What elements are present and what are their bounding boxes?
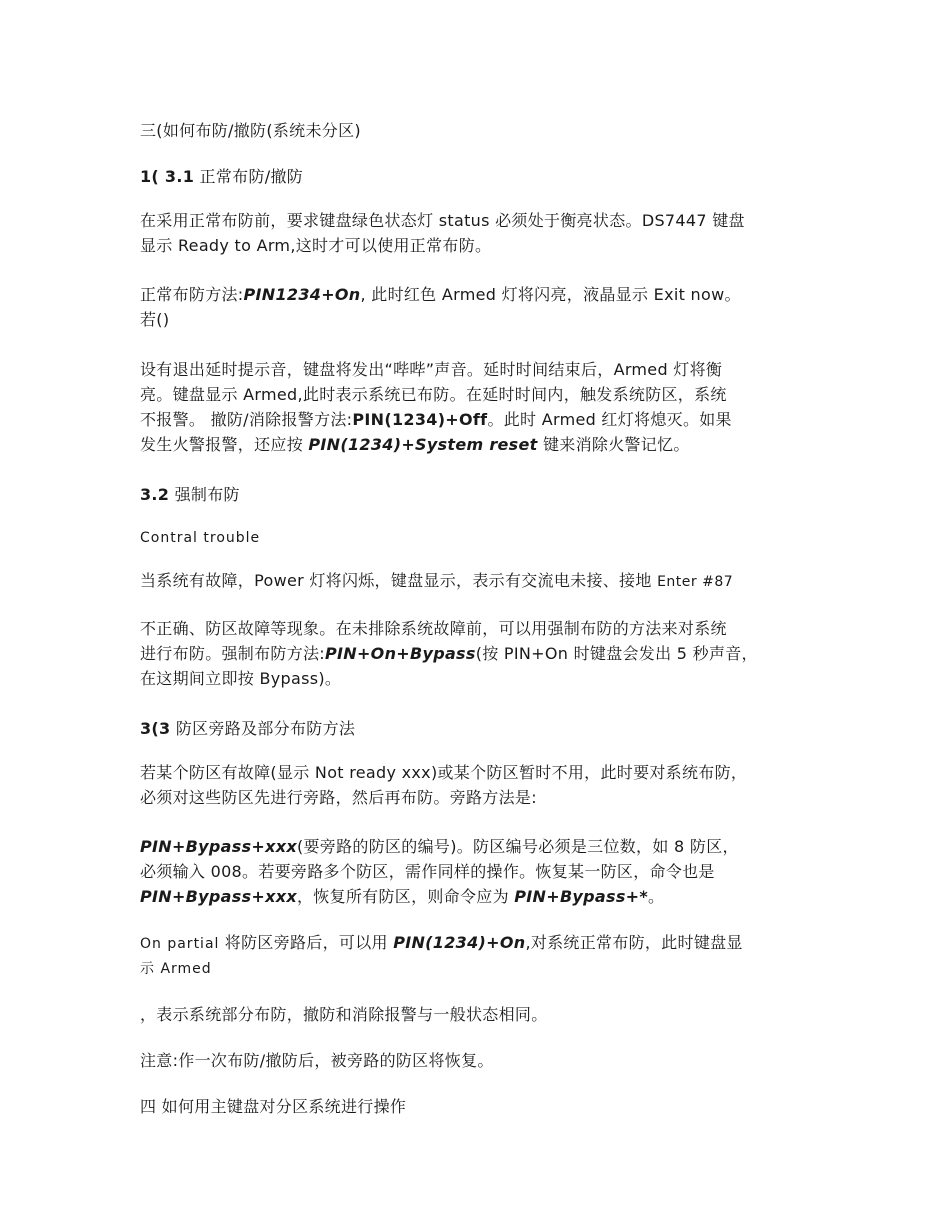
paragraph-line: 显示 Ready to Arm,这时才可以使用正常布防。 [140, 236, 492, 255]
paragraph-line: 若某个防区有故障(显示 Not ready xxx)或某个防区暂时不用，此时要对系统布防， [140, 763, 748, 782]
paragraph-line: 在采用正常布防前，要求键盘绿色状态灯 status 必须处于衡亮状态。DS7447 键盘 [140, 211, 745, 230]
paragraph-line [140, 641, 758, 666]
paragraph-partial-arm-note: ，表示系统部分布防，撤防和消除报警与一般状态相同。 [140, 1005, 548, 1024]
paragraph-line: 示 Armed [140, 961, 212, 977]
description-text: 将防区旁路后，可以用 [219, 933, 394, 952]
description-text: 发生火警报警，还应按 [140, 435, 309, 454]
description-text: (按 PIN+On 时键盘会发出 5 秒声音， [475, 644, 758, 663]
heading-3-3-text: 防区旁路及部分布防方法 [170, 719, 356, 738]
paragraph-line [140, 884, 739, 909]
paragraph-restore-note: 注意:作一次布防/撤防后，被旁路的防区将恢复。 [140, 1051, 494, 1070]
section-heading-three: 三(如何布防/撤防(系统未分区) [140, 121, 361, 140]
paragraph-line: 必须对这些防区先进行旁路，然后再布防。旁路方法是: [140, 788, 537, 807]
description-text: , 此时红色 Armed 灯将闪亮，液晶显示 Exit now。 [360, 285, 741, 304]
paragraph-line [140, 407, 732, 432]
paragraph-line [140, 282, 741, 307]
command-text: PIN(1234)+Off [352, 410, 488, 429]
paragraph-line: 亮。键盘显示 Armed,此时表示系统已布防。在延时时间内，触发系统防区，系统 [140, 385, 727, 404]
command-text: PIN+Bypass+* [514, 887, 649, 906]
paragraph-disarm-method [140, 357, 732, 457]
heading-3-2-number: 3.2 [140, 485, 170, 504]
heading-3-3 [140, 716, 355, 741]
paragraph-normal-arm-method [140, 282, 741, 332]
heading-3-1-text: 正常布防/撤防 [194, 167, 304, 186]
contral-trouble-label: Contral trouble [140, 530, 261, 546]
description-text: (要旁路的防区的编号)。防区编号必须是三位数，如 8 防区， [296, 837, 739, 856]
paragraph-forced-arm [140, 616, 758, 691]
command-text: PIN+Bypass+xxx [140, 837, 297, 856]
description-text: 当系统有故障，Power 灯将闪烁，键盘显示，表示有交流电未接、接地 [140, 571, 652, 590]
paragraph-partial-arm [140, 930, 743, 982]
label-text: 正常布防方法: [140, 285, 244, 304]
heading-3-2-text: 强制布防 [169, 485, 240, 504]
paragraph-bypass-intro [140, 760, 747, 810]
description-text: ,对系统正常布防，此时键盘显 [525, 933, 743, 952]
heading-3-1-number: 1( 3.1 [140, 167, 195, 186]
command-text: PIN+Bypass+xxx [140, 887, 297, 906]
paragraph-bypass-method [140, 834, 739, 909]
heading-3-1 [140, 164, 303, 189]
paragraph-line: 在这期间立即按 Bypass)。 [140, 669, 342, 688]
section-heading-four: 四 如何用主键盘对分区系统进行操作 [140, 1097, 407, 1116]
paragraph-line [140, 834, 739, 859]
description-text: ，恢复所有防区，则命令应为 [296, 887, 515, 906]
heading-3-3-number: 3(3 [140, 719, 171, 738]
paragraph-normal-arm-requirement [140, 208, 745, 258]
enter-code-text: Enter #87 [657, 574, 734, 590]
description-text: 。此时 Armed 红灯将熄灭。如果 [487, 410, 732, 429]
paragraph-line: 不正确、防区故障等现象。在未排除系统故障前，可以用强制布防的方法来对系统 [140, 619, 727, 638]
description-text: 。 [648, 887, 665, 906]
paragraph-line [140, 930, 743, 957]
command-text: PIN1234+On [243, 285, 361, 304]
description-text: 进行布防。强制布防方法: [140, 644, 325, 663]
command-text: PIN(1234)+System reset [308, 435, 538, 454]
paragraph-trouble-indication [140, 568, 820, 595]
paragraph-line [140, 432, 732, 457]
heading-3-2 [140, 482, 240, 507]
on-partial-label: On partial [140, 936, 220, 952]
paragraph-line: 若() [140, 310, 170, 329]
description-text: 不报警。 撤防/消除报警方法: [140, 410, 353, 429]
command-text: PIN(1234)+On [393, 933, 526, 952]
description-text: 键来消除火警记忆。 [537, 435, 690, 454]
command-text: PIN+On+Bypass [325, 644, 476, 663]
paragraph-line: 必须输入 008。若要旁路多个防区，需作同样的操作。恢复某一防区，命令也是 [140, 862, 715, 881]
paragraph-line: 设有退出延时提示音，键盘将发出“哔哔”声音。延时时间结束后，Armed 灯将衡 [140, 360, 723, 379]
